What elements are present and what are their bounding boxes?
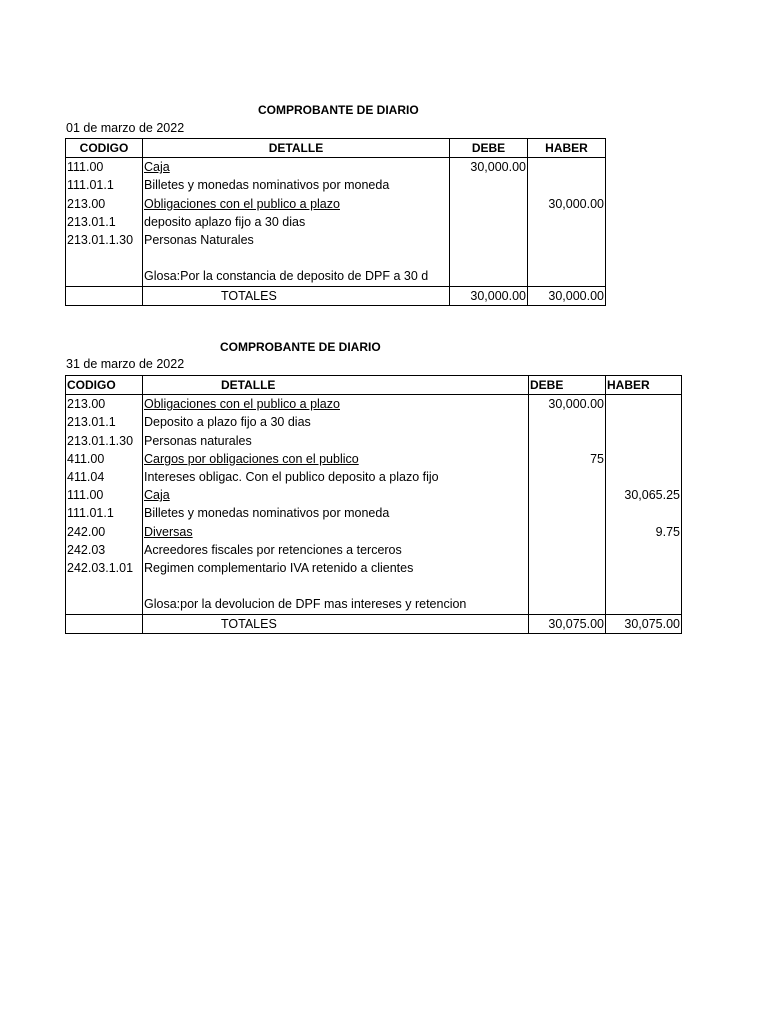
journal-row xyxy=(66,176,606,194)
haber-cell xyxy=(606,577,682,595)
totals-codigo-cell xyxy=(66,614,143,633)
codigo-cell: 111.01.1 xyxy=(66,176,143,194)
detalle-cell: Glosa:por la devolucion de DPF mas intereses y retencion xyxy=(143,595,529,614)
detalle-cell: deposito aplazo fijo a 30 dias xyxy=(143,213,450,231)
detalle-cell: Personas naturales xyxy=(143,432,529,450)
journal-row xyxy=(66,413,682,431)
debe-cell xyxy=(450,195,528,213)
codigo-cell: 111.00 xyxy=(66,158,143,177)
journal-row xyxy=(66,249,606,267)
haber-cell xyxy=(528,231,606,249)
haber-cell xyxy=(606,432,682,450)
detalle-cell: Acreedores fiscales por retenciones a terceros xyxy=(143,541,529,559)
debe-cell: 30,000.00 xyxy=(450,158,528,177)
voucher-1-table xyxy=(65,138,606,306)
debe-header: DEBE xyxy=(529,376,606,395)
haber-cell xyxy=(606,413,682,431)
journal-row xyxy=(66,559,682,577)
codigo-cell: 213.01.1 xyxy=(66,413,143,431)
codigo-cell: 111.00 xyxy=(66,486,143,504)
detalle-cell: Personas Naturales xyxy=(143,231,450,249)
journal-row xyxy=(66,577,682,595)
haber-cell xyxy=(606,595,682,614)
journal-row xyxy=(66,541,682,559)
haber-cell xyxy=(606,450,682,468)
detalle-cell: Obligaciones con el publico a plazo xyxy=(143,195,450,213)
voucher-2-totals-row xyxy=(66,614,682,633)
debe-cell xyxy=(450,249,528,267)
debe-cell xyxy=(529,432,606,450)
detalle-cell: Billetes y monedas nominativos por moneda xyxy=(143,176,450,194)
codigo-cell xyxy=(66,577,143,595)
journal-row xyxy=(66,468,682,486)
totals-label: TOTALES xyxy=(143,614,529,633)
voucher-1-date: 01 de marzo de 2022 xyxy=(66,121,185,135)
codigo-header: CODIGO xyxy=(66,376,143,395)
journal-row xyxy=(66,432,682,450)
journal-row xyxy=(66,595,682,614)
totals-debe: 30,075.00 xyxy=(529,614,606,633)
totals-debe: 30,000.00 xyxy=(450,286,528,305)
detalle-header: DETALLE xyxy=(143,139,450,158)
detalle-cell: Caja xyxy=(143,158,450,177)
codigo-cell: 242.03 xyxy=(66,541,143,559)
codigo-header: CODIGO xyxy=(66,139,143,158)
detalle-header: DETALLE xyxy=(143,376,529,395)
haber-cell xyxy=(606,395,682,414)
codigo-cell: 213.00 xyxy=(66,195,143,213)
haber-cell: 30,065.25 xyxy=(606,486,682,504)
codigo-cell xyxy=(66,595,143,614)
debe-cell xyxy=(529,468,606,486)
haber-cell xyxy=(528,249,606,267)
journal-row xyxy=(66,267,606,286)
debe-cell xyxy=(450,176,528,194)
journal-row xyxy=(66,395,682,414)
debe-cell xyxy=(529,504,606,522)
totals-haber: 30,000.00 xyxy=(528,286,606,305)
codigo-cell: 411.00 xyxy=(66,450,143,468)
detalle-cell: Regimen complementario IVA retenido a clientes xyxy=(143,559,529,577)
totals-haber: 30,075.00 xyxy=(606,614,682,633)
journal-row xyxy=(66,504,682,522)
voucher-2-title: COMPROBANTE DE DIARIO xyxy=(220,340,381,354)
debe-cell xyxy=(450,213,528,231)
debe-cell xyxy=(529,577,606,595)
totals-codigo-cell xyxy=(66,286,143,305)
haber-cell xyxy=(606,468,682,486)
codigo-cell: 213.01.1.30 xyxy=(66,231,143,249)
debe-cell xyxy=(529,486,606,504)
journal-row xyxy=(66,523,682,541)
codigo-cell: 213.01.1.30 xyxy=(66,432,143,450)
haber-cell xyxy=(528,158,606,177)
debe-cell xyxy=(450,267,528,286)
haber-header: HABER xyxy=(606,376,682,395)
codigo-cell xyxy=(66,249,143,267)
codigo-cell xyxy=(66,267,143,286)
voucher-2-table xyxy=(65,375,682,634)
haber-cell xyxy=(528,213,606,231)
debe-header: DEBE xyxy=(450,139,528,158)
journal-row xyxy=(66,486,682,504)
debe-cell xyxy=(529,559,606,577)
codigo-cell: 111.01.1 xyxy=(66,504,143,522)
haber-cell: 30,000.00 xyxy=(528,195,606,213)
debe-cell: 75 xyxy=(529,450,606,468)
haber-cell: 9.75 xyxy=(606,523,682,541)
codigo-cell: 242.00 xyxy=(66,523,143,541)
debe-cell xyxy=(529,541,606,559)
codigo-cell: 242.03.1.01 xyxy=(66,559,143,577)
haber-cell xyxy=(528,267,606,286)
detalle-cell xyxy=(143,577,529,595)
debe-cell xyxy=(450,231,528,249)
journal-row xyxy=(66,450,682,468)
detalle-cell: Intereses obligac. Con el publico deposito a plazo fijo xyxy=(143,468,529,486)
voucher-1-header-row xyxy=(66,139,606,158)
debe-cell xyxy=(529,413,606,431)
haber-cell xyxy=(606,559,682,577)
codigo-cell: 411.04 xyxy=(66,468,143,486)
voucher-1-title: COMPROBANTE DE DIARIO xyxy=(258,103,419,117)
debe-cell: 30,000.00 xyxy=(529,395,606,414)
voucher-1-totals-row xyxy=(66,286,606,305)
detalle-cell: Glosa:Por la constancia de deposito de DPF a 30 d xyxy=(143,267,450,286)
voucher-2-date: 31 de marzo de 2022 xyxy=(66,357,185,371)
haber-cell xyxy=(606,504,682,522)
haber-cell xyxy=(606,541,682,559)
detalle-cell xyxy=(143,249,450,267)
debe-cell xyxy=(529,595,606,614)
detalle-cell: Billetes y monedas nominativos por moneda xyxy=(143,504,529,522)
detalle-cell: Obligaciones con el publico a plazo xyxy=(143,395,529,414)
codigo-cell: 213.00 xyxy=(66,395,143,414)
haber-header: HABER xyxy=(528,139,606,158)
detalle-cell: Caja xyxy=(143,486,529,504)
detalle-cell: Diversas xyxy=(143,523,529,541)
journal-row xyxy=(66,158,606,177)
totals-label: TOTALES xyxy=(143,286,450,305)
journal-row xyxy=(66,213,606,231)
debe-cell xyxy=(529,523,606,541)
voucher-2-header-row xyxy=(66,376,682,395)
detalle-cell: Cargos por obligaciones con el publico xyxy=(143,450,529,468)
journal-row xyxy=(66,231,606,249)
codigo-cell: 213.01.1 xyxy=(66,213,143,231)
haber-cell xyxy=(528,176,606,194)
detalle-cell: Deposito a plazo fijo a 30 dias xyxy=(143,413,529,431)
journal-row xyxy=(66,195,606,213)
